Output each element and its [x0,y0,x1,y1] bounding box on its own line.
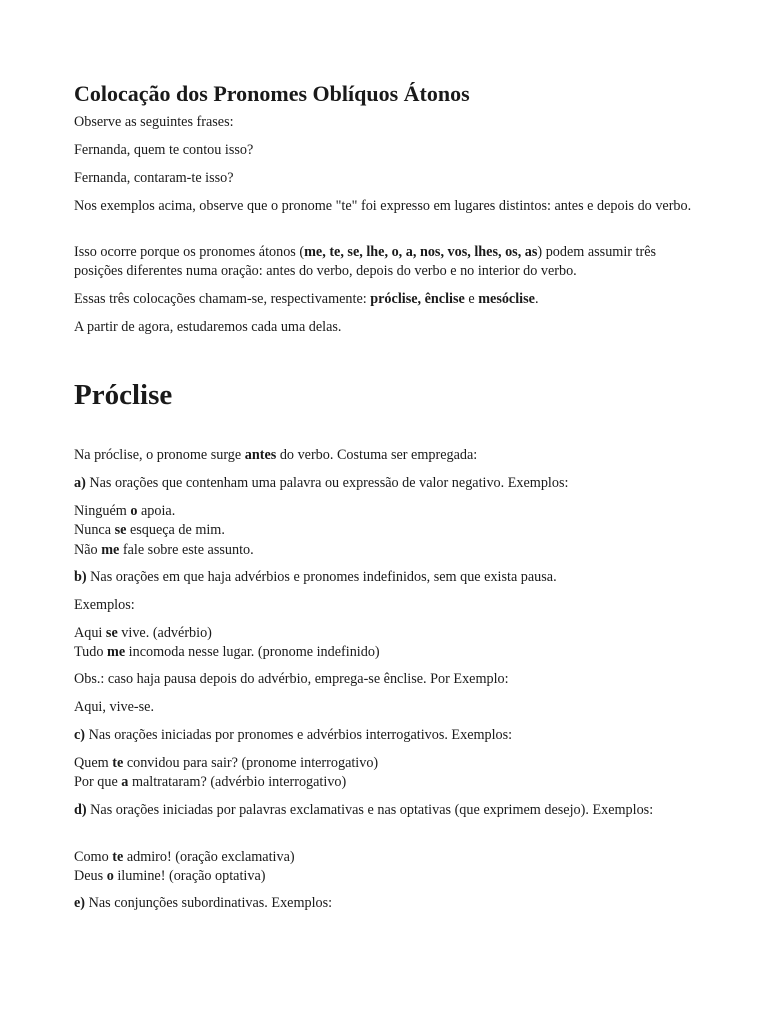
bold-pronoun-list: me, te, se, lhe, o, a, nos, vos, lhes, os, as [304,244,538,260]
bold-term: próclise, ênclise [370,291,465,307]
bold-pronoun: a [121,774,129,791]
bold-pronoun: se [105,625,118,641]
example-line [74,522,225,538]
example-sentence-1: Fernanda, quem te contou isso? [74,142,254,158]
bold-pronoun: o [130,503,138,519]
text-segment: maltrataram? (advérbio interrogativo) [128,774,347,791]
text-segment: Deus [74,868,107,885]
text-segment: Tudo [74,644,107,661]
bold-pronoun: te [112,755,124,771]
paragraph-pronomes-atonos [74,243,700,282]
paragraph-a-partir: A partir de agora, estudaremos cada uma delas. [74,319,342,335]
text-segment: Aqui [74,625,106,641]
rule-label: c) [74,727,86,743]
examples-b [74,624,700,663]
example-line [74,868,265,884]
rule-text: Nas orações em que haja advérbios e pronomes indefinidos, sem que exista pausa. [86,569,557,585]
paragraph-tres-colocacoes [74,290,700,309]
text-segment: admiro! (oração exclamativa) [123,849,295,865]
text-segment: do verbo. Costuma ser empregada: [276,447,478,463]
text-segment: Por que [74,774,122,791]
bold-term: antes [244,447,277,463]
rule-b [74,568,700,587]
rule-label: a) [74,475,86,491]
text-segment: Na próclise, o pronome surge [74,447,245,463]
bold-pronoun: se [114,522,127,539]
text-segment: Essas três colocações chamam-se, respectivamente: [74,291,371,307]
text-segment: fale sobre este assunto. [119,541,254,558]
example-line [74,625,212,641]
bold-pronoun: te [112,849,124,865]
text-segment: . [534,291,539,307]
examples-a [74,502,700,560]
text-segment: Nunca [74,522,115,539]
text-segment: ilumine! (oração optativa) [113,868,266,885]
example-line [74,849,295,865]
text-segment: incomoda nesse lugar. (pronome indefinido) [125,644,380,661]
text-segment: Não [74,541,102,558]
section-title-colocacao: Colocação dos Pronomes Oblíquos Átonos [74,81,470,106]
rule-e [74,894,700,913]
rule-text: Nas orações iniciadas por pronomes e advérbios interrogativos. Exemplos: [85,727,513,743]
bold-term: mesóclise [478,291,535,307]
rule-a [74,474,700,493]
rule-c [74,726,700,745]
text-segment: e [464,291,479,307]
examples-c [74,754,700,793]
rule-text: Nas conjunções subordinativas. Exemplos: [85,895,333,911]
text-segment: esqueça de mim. [126,522,225,539]
paragraph-proclise-intro [74,446,700,465]
text-segment: convidou para sair? (pronome interrogativo) [123,755,379,771]
rule-text: Nas orações que contenham uma palavra ou expressão de valor negativo. Exemplos: [85,475,569,491]
example-line [74,755,378,771]
rule-label: b) [74,569,87,585]
rule-label: d) [74,802,87,818]
bold-pronoun: o [106,868,114,885]
rule-d [74,801,700,820]
bold-pronoun: me [107,644,126,661]
text-segment: apoia. [137,503,176,519]
text-segment: Quem [74,755,113,771]
paragraph-exemplos-acima: Nos exemplos acima, observe que o pronome "te" foi expresso em lugares distintos: antes e depois do verbo. [74,198,692,214]
text-segment: ) podem assumir três posições diferentes numa oração: antes do verbo, depois do verbo e no interior do verbo. [74,244,657,280]
text-segment: Isso ocorre porque os pronomes átonos ( [74,244,305,260]
example-enclise: Aqui, vive-se. [74,699,154,715]
bold-pronoun: me [101,541,120,558]
rule-label: e) [74,895,86,911]
text-segment: Como [74,849,113,865]
example-line [74,542,254,558]
text-segment: Ninguém [74,503,131,519]
paragraph-observe: Observe as seguintes frases: [74,114,234,130]
rule-text: Nas orações iniciadas por palavras exclamativas e nas optativas (que exprimem desejo). Exemplos: [86,802,654,818]
example-sentence-2: Fernanda, contaram-te isso? [74,170,234,186]
examples-d [74,848,700,887]
text-segment: vive. (advérbio) [117,625,212,641]
example-line [74,503,175,519]
example-line [74,644,380,660]
section-title-proclise: Próclise [74,379,173,411]
example-line [74,774,346,790]
paragraph-obs: Obs.: caso haja pausa depois do advérbio, emprega-se ênclise. Por Exemplo: [74,671,509,687]
examples-label-b: Exemplos: [74,597,135,613]
